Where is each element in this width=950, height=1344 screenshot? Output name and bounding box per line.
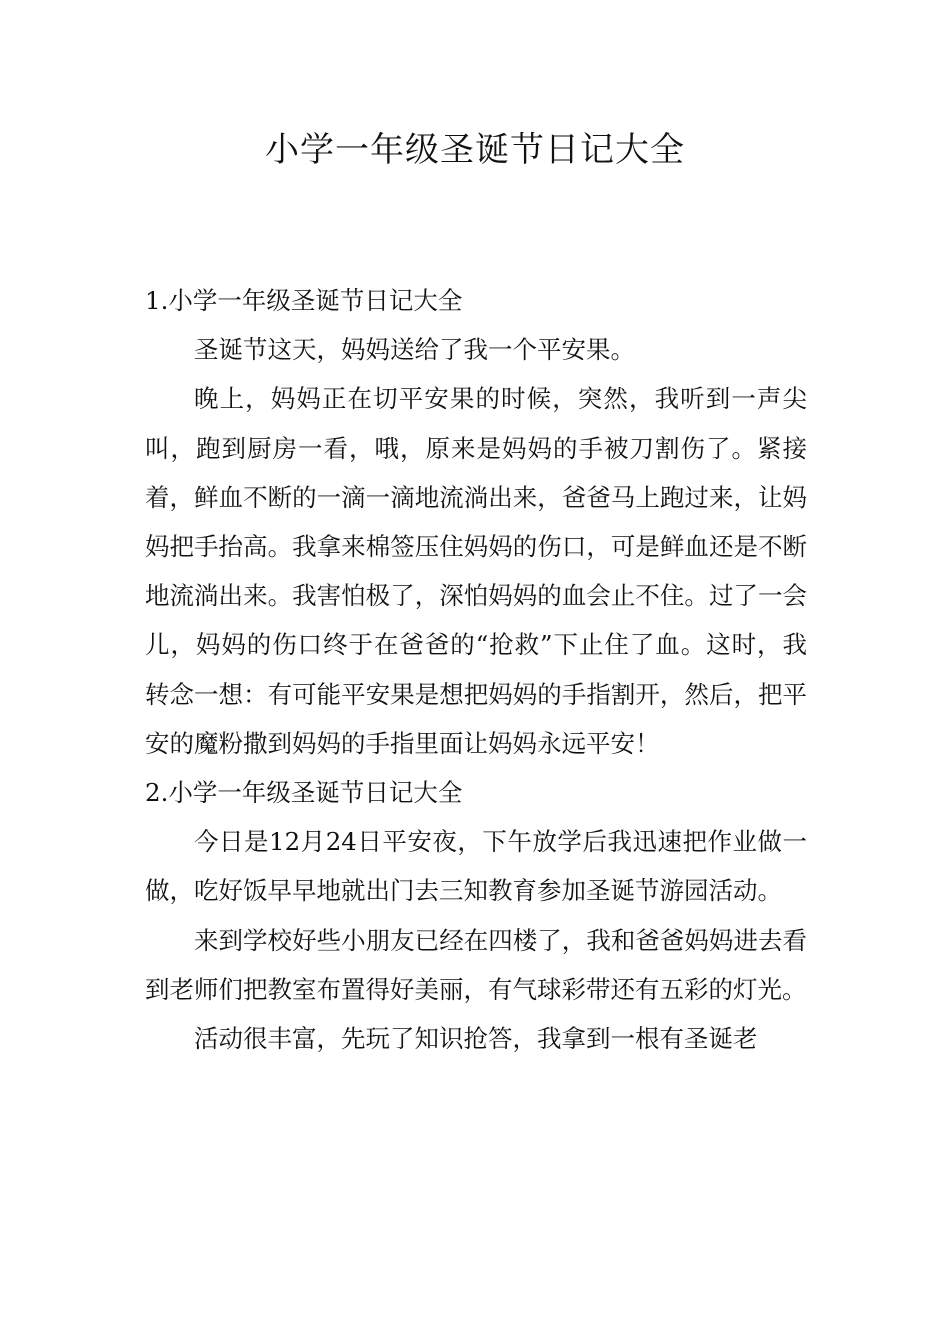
document-title: 小学一年级圣诞节日记大全 xyxy=(265,130,685,170)
paragraph: 来到学校好些小朋友已经在四楼了，我和爸爸妈妈进去看到老师们把教室布置得好美丽，有气球彩带还有五彩的灯光。 xyxy=(145,925,807,1004)
paragraph: 今日是12月24日平安夜，下午放学后我迅速把作业做一做，吃好饭早早地就出门去三知教育参加圣诞节游园活动。 xyxy=(145,827,807,906)
document-body xyxy=(145,276,807,1063)
section-heading: 1.小学一年级圣诞节日记大全 xyxy=(145,286,463,315)
section-heading: 2.小学一年级圣诞节日记大全 xyxy=(145,778,463,808)
paragraph: 晚上，妈妈正在切平安果的时候，突然，我听到一声尖叫，跑到厨房一看，哦，原来是妈妈的手被刀割伤了。紧接着，鲜血不断的一滴一滴地流淌出来，爸爸马上跑过来，让妈妈把手抬高。我拿来棉签压住妈妈的伤口，可是鲜血还是不断地流淌出来。我害怕极了，深怕妈妈的血会止不住。过了一会儿，妈妈的伤口终于在爸爸的“抢救”下止住了血。这时，我转念一想：有可能平安果是想把妈妈的手指割开，然后，把平安的魔粉撒到妈妈的手指里面让妈妈永远平安！ xyxy=(145,384,807,758)
paragraph: 活动很丰富，先玩了知识抢答，我拿到一根有圣诞老 xyxy=(194,1024,758,1054)
paragraph: 圣诞节这天，妈妈送给了我一个平安果。 xyxy=(194,335,635,365)
